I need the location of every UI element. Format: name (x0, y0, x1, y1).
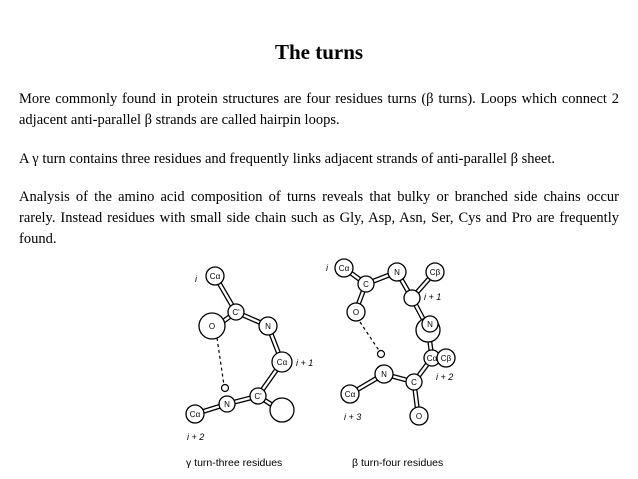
beta-o2-label: O (415, 412, 423, 421)
gamma-turn-caption: γ turn-three residues (186, 457, 283, 469)
beta-cb-i1-label: Cβ (429, 268, 441, 277)
beta-ca-i3-label: Cα (344, 390, 356, 399)
beta-n2-label: N (427, 320, 433, 329)
beta-n3-label: N (381, 370, 387, 379)
beta-c-label: C (363, 280, 369, 289)
turns-figure (170, 254, 470, 474)
beta-c2-label: C (411, 378, 417, 387)
paragraph-gamma-turn: A γ turn contains three residues and frequently links adjacent strands of anti-parallel β sheet. (19, 151, 556, 167)
paragraph-composition: Analysis of the amino acid composition of turns reveals that bulky or branched side chains occur rarely. Instead residues with small side chain such as Gly, Asp, Asn, Ser, Cys and Pro are frequently found. (19, 189, 619, 247)
gamma-i2-label: i + 2 (187, 432, 205, 442)
beta-i1-label: i + 1 (424, 292, 442, 302)
gamma-n-label: N (265, 322, 271, 331)
gamma-ca-i1-label: Cα (276, 358, 288, 367)
beta-n-label: N (394, 268, 400, 277)
beta-turn-caption: β turn-four residues (352, 457, 444, 469)
beta-cb-i2-label: Cβ (440, 354, 452, 363)
beta-ca-i2-label: Cα (426, 354, 438, 363)
gamma-n2-label: N (224, 400, 230, 409)
beta-o-label: O (352, 308, 360, 317)
gamma-i1-label: i + 1 (296, 358, 314, 368)
beta-turn-diagram (326, 259, 455, 469)
beta-i-label: i (326, 263, 328, 273)
beta-ca-i-label: Cα (338, 264, 350, 273)
gamma-c-label: C' (232, 308, 240, 317)
gamma-i-label: i (195, 274, 197, 284)
slide-title: The turns (274, 40, 364, 64)
beta-i2-label: i + 2 (436, 372, 454, 382)
gamma-c2-label: C' (254, 392, 262, 401)
beta-i3-label: i + 3 (344, 412, 362, 422)
gamma-o-label: O (208, 322, 216, 331)
paragraph-beta-turns: More commonly found in protein structures are four residues turns (β turns). Loops which connect 2 adjacent anti-parallel β strands are called hairpin loops. (19, 91, 619, 128)
gamma-ca-i-label: Cα (209, 272, 221, 281)
gamma-turn-diagram (186, 267, 313, 469)
gamma-ca-i2-label: Cα (189, 410, 201, 419)
